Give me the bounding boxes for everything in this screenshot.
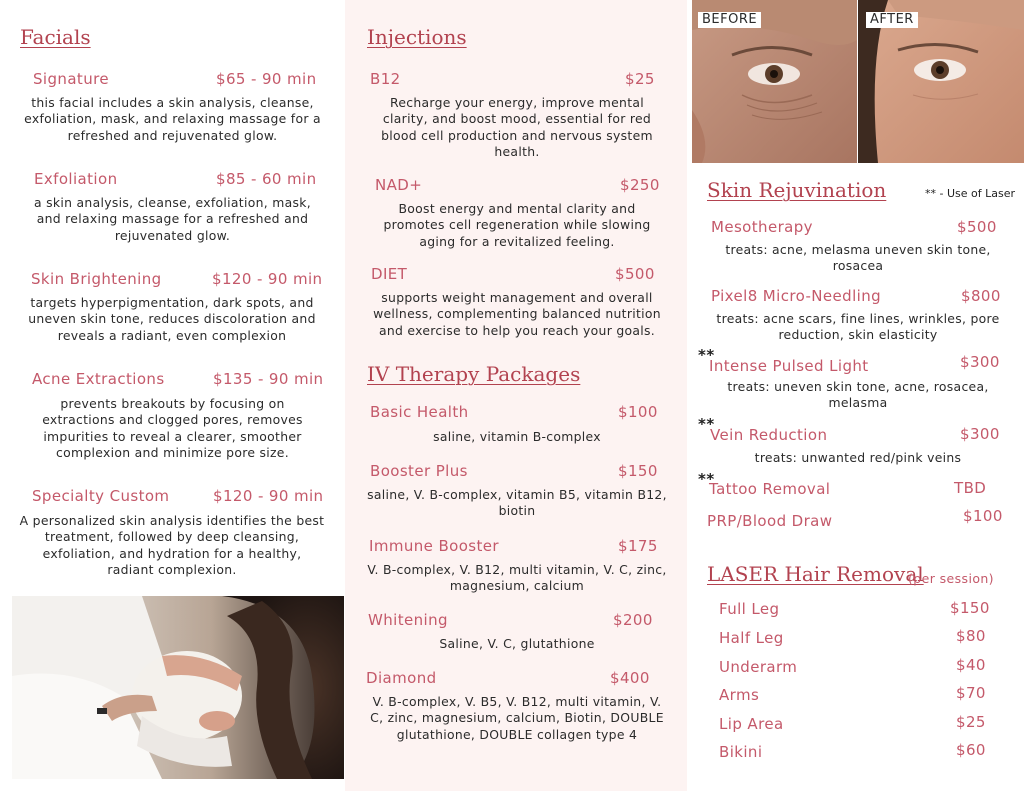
facial-price: $120 - 90 min	[212, 270, 323, 288]
rejuvenation-price: $300	[960, 425, 1000, 443]
injection-price: $500	[615, 265, 655, 283]
laser-hair-price: $25	[956, 713, 986, 731]
after-photo	[858, 0, 1024, 163]
facial-desc: targets hyperpigmentation, dark spots, and uneven skin tone, reduces discoloration and reveals a radiant, even complexion	[28, 295, 316, 343]
iv-package-desc: Saline, V. C, glutathione	[439, 636, 595, 651]
injection-desc: Recharge your energy, improve mental clarity, and boost mood, essential for red blood cell production and nervous system health.	[381, 95, 653, 160]
rejuvenation-desc: treats: acne scars, fine lines, wrinkles, pore reduction, skin elasticity	[716, 311, 1000, 343]
facials-panel	[0, 0, 345, 791]
iv-package-desc: V. B-complex, V. B12, multi vitamin, V. C, zinc, magnesium, calcium	[367, 562, 667, 594]
laser-hair-name: Half Leg	[719, 629, 784, 647]
facial-price: $120 - 90 min	[213, 487, 324, 505]
iv-heading: IV Therapy Packages	[367, 362, 581, 386]
laser-hair-name: Bikini	[719, 743, 763, 761]
laser-hair-name: Underarm	[719, 658, 798, 676]
rejuvenation-name: Intense Pulsed Light	[709, 357, 869, 375]
laser-hair-price: $60	[956, 741, 986, 759]
injection-name: DIET	[371, 265, 408, 283]
iv-package-price: $175	[618, 537, 658, 555]
before-photo	[692, 0, 857, 163]
rejuvenation-name: PRP/Blood Draw	[707, 512, 833, 530]
rejuvenation-price: $800	[961, 287, 1001, 305]
facial-name: Exfoliation	[34, 170, 118, 188]
rejuvenation-price: $100	[963, 507, 1003, 525]
laser-note: ** - Use of Laser	[925, 187, 1015, 200]
rejuvenation-desc: treats: uneven skin tone, acne, rosacea, melasma	[727, 379, 989, 411]
facial-name: Skin Brightening	[31, 270, 162, 288]
laser-marker: **	[698, 415, 715, 433]
facial-desc: A personalized skin analysis identifies the best treatment, followed by deep cleansing, exfoliation, and hydration for a healthy, radiant complexion.	[19, 513, 325, 578]
facial-desc: a skin analysis, cleanse, exfoliation, mask, and relaxing massage for a refreshed and rejuvenated glow.	[34, 195, 311, 243]
injection-name: B12	[370, 70, 401, 88]
laser-hair-name: Full Leg	[719, 600, 780, 618]
iv-package-desc: saline, vitamin B-complex	[433, 429, 601, 444]
iv-package-desc: saline, V. B-complex, vitamin B5, vitamin B12, biotin	[367, 487, 667, 519]
facial-desc: prevents breakouts by focusing on extractions and clogged pores, removes impurities to reveal a clearer, smoother complexion and minimize pore size.	[42, 396, 303, 461]
facial-treatment-photo	[12, 596, 344, 779]
laser-hair-subtitle: (per session)	[908, 571, 994, 586]
rejuvenation-name: Pixel8 Micro-Needling	[711, 287, 882, 305]
rejuvenation-price: TBD	[954, 479, 987, 497]
rejuvenation-desc: treats: unwanted red/pink veins	[754, 450, 962, 465]
injection-price: $250	[620, 176, 660, 194]
before-label: BEFORE	[698, 12, 761, 28]
iv-package-name: Diamond	[366, 669, 437, 687]
rejuvenation-name: Tattoo Removal	[709, 480, 831, 498]
injection-name: NAD+	[375, 176, 423, 194]
iv-package-name: Whitening	[368, 611, 448, 629]
iv-package-name: Immune Booster	[369, 537, 499, 555]
facials-heading: Facials	[20, 25, 91, 49]
rejuvenation-name: Vein Reduction	[710, 426, 828, 444]
iv-package-price: $400	[610, 669, 650, 687]
injection-price: $25	[625, 70, 655, 88]
rejuvenation-price: $500	[957, 218, 997, 236]
injections-panel	[345, 0, 687, 791]
after-label: AFTER	[866, 12, 918, 28]
rejuvenation-desc: treats: acne, melasma uneven skin tone, rosacea	[725, 242, 991, 274]
laser-hair-name: Lip Area	[719, 715, 784, 733]
facial-price: $135 - 90 min	[213, 370, 324, 388]
facial-name: Specialty Custom	[32, 487, 170, 505]
laser-marker: **	[698, 346, 715, 364]
facial-name: Acne Extractions	[32, 370, 165, 388]
laser-hair-price: $150	[950, 599, 990, 617]
laser-hair-price: $70	[956, 684, 986, 702]
laser-hair-price: $80	[956, 627, 986, 645]
facial-price: $85 - 60 min	[216, 170, 317, 188]
injection-desc: Boost energy and mental clarity and promotes cell regeneration while slowing aging for a revitalized feeling.	[383, 201, 651, 249]
injections-heading: Injections	[367, 25, 467, 49]
iv-package-price: $150	[618, 462, 658, 480]
iv-package-desc: V. B-complex, V. B5, V. B12, multi vitamin, V. C, zinc, magnesium, calcium, Biotin, DOUBLE glutathione, DOUBLE collagen type 4	[370, 694, 664, 742]
laser-hair-heading: LASER Hair Removal	[707, 562, 924, 586]
laser-hair-name: Arms	[719, 686, 760, 704]
iv-package-name: Basic Health	[370, 403, 469, 421]
iv-package-price: $200	[613, 611, 653, 629]
facial-desc: this facial includes a skin analysis, cleanse, exfoliation, mask, and relaxing massage for a refreshed and rejuvenated glow.	[24, 95, 321, 143]
laser-marker: **	[698, 470, 715, 488]
rejuvenation-name: Mesotherapy	[711, 218, 813, 236]
rejuvenation-price: $300	[960, 353, 1000, 371]
iv-package-price: $100	[618, 403, 658, 421]
iv-package-name: Booster Plus	[370, 462, 468, 480]
laser-hair-price: $40	[956, 656, 986, 674]
rejuvenation-panel	[687, 0, 1024, 791]
injection-desc: supports weight management and overall wellness, complementing balanced nutrition and exercise to help you reach your goals.	[373, 290, 661, 338]
rejuvenation-heading: Skin Rejuvination	[707, 178, 887, 202]
facial-price: $65 - 90 min	[216, 70, 317, 88]
facial-name: Signature	[33, 70, 109, 88]
